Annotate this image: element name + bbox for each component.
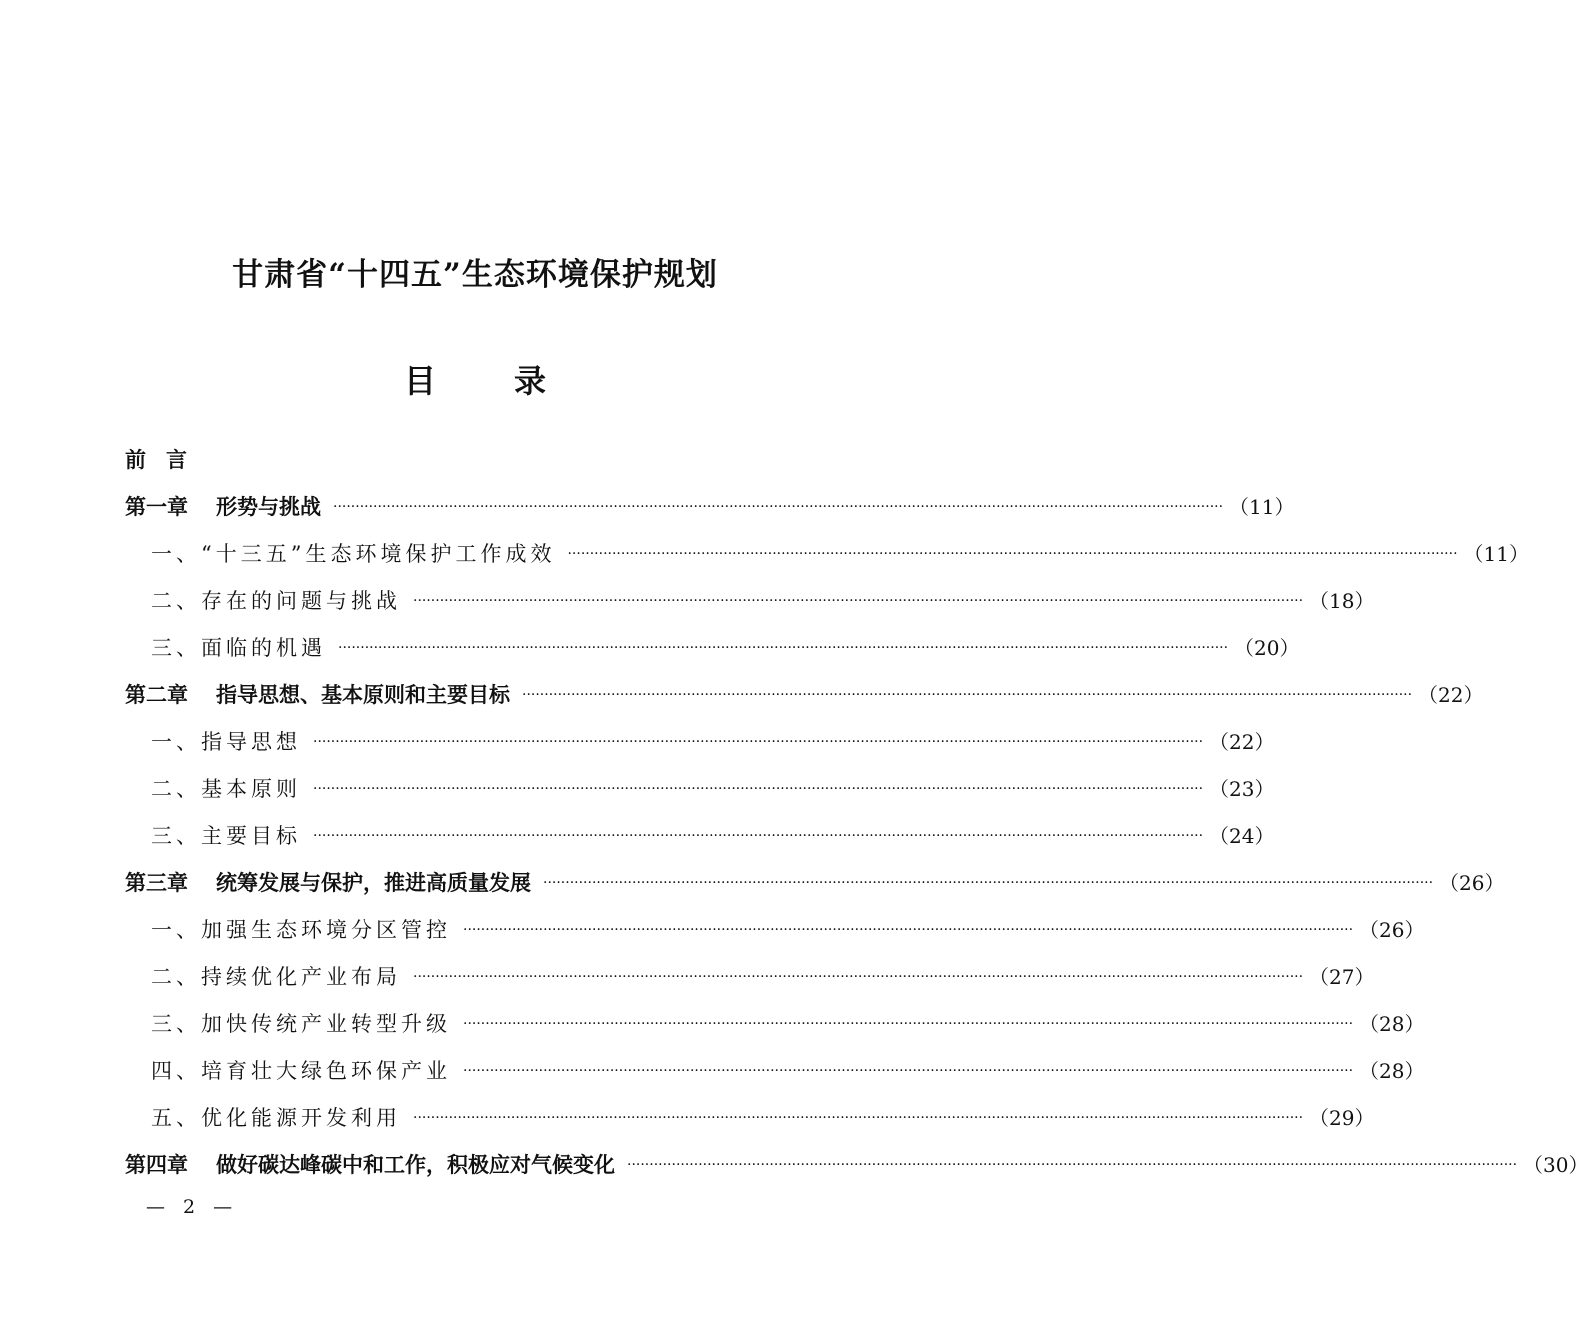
toc-dot-leader: ········································································································································································································ — [338, 640, 1229, 656]
toc-entry-preface[interactable] — [125, 437, 825, 484]
toc-dot-leader: ········································································································································································································ — [413, 593, 1304, 609]
toc-entry-page-number: （28） — [1359, 1012, 1425, 1036]
toc-section-entry[interactable] — [125, 1095, 1375, 1142]
toc-dot-leader: ········································································································································································································ — [627, 1157, 1518, 1173]
toc-entry-label — [151, 954, 401, 1001]
toc-entry-title: 存在的问题与挑战 — [201, 589, 401, 613]
toc-entry-page-number: （27） — [1309, 965, 1375, 989]
toc-dot-leader: ········································································································································································································ — [543, 875, 1434, 891]
toc-section-entry[interactable] — [125, 766, 1275, 813]
toc-entry-page-number: （11） — [1463, 542, 1529, 566]
toc-chapter-entry[interactable] — [125, 1142, 1589, 1189]
toc-entry-title: 持续优化产业布局 — [201, 965, 401, 989]
toc-dot-leader: ········································································································································································································ — [313, 828, 1204, 844]
toc-entry-number: 一、 — [151, 542, 201, 566]
toc-entry-number: 五、 — [151, 1106, 201, 1130]
toc-dot-leader: ········································································································································································································ — [522, 687, 1413, 703]
toc-entry-page-number: （23） — [1209, 777, 1275, 801]
toc-dot-leader: ········································································································································································································ — [463, 1063, 1354, 1079]
toc-entry-page-number: （30） — [1523, 1153, 1589, 1177]
toc-entry-number: 二、 — [151, 777, 201, 801]
toc-dot-leader: ········································································································································································································ — [313, 781, 1204, 797]
toc-dot-leader: ········································································································································································································ — [463, 922, 1354, 938]
toc-entry-label — [151, 1095, 401, 1142]
toc-dot-leader: ········································································································································································································ — [413, 1110, 1304, 1126]
toc-heading: 目录 — [403, 362, 624, 400]
toc-entry-label — [151, 907, 451, 954]
toc-dot-leader: ········································································································································································································ — [567, 546, 1458, 562]
toc-chapter-entry[interactable] — [125, 672, 1484, 719]
toc-entry-number: 三、 — [151, 1012, 201, 1036]
document-title: 甘肃省“十四五”生态环境保护规划 — [232, 257, 718, 293]
toc-entry-number: 第三章 — [125, 871, 188, 895]
toc-section-entry[interactable] — [125, 531, 1529, 578]
toc-section-entry[interactable] — [125, 907, 1425, 954]
toc-entry-label — [125, 1142, 615, 1189]
toc-entry-page-number: （26） — [1359, 918, 1425, 942]
toc-entry-title: 形势与挑战 — [216, 495, 321, 519]
toc-section-entry[interactable] — [125, 578, 1375, 625]
toc-section-entry[interactable] — [125, 1001, 1425, 1048]
toc-entry-number: 二、 — [151, 965, 201, 989]
toc-entry-label — [125, 484, 321, 531]
toc-entry-label — [125, 860, 531, 907]
toc-chapter-entry[interactable] — [125, 860, 1505, 907]
toc-dot-leader: ········································································································································································································ — [313, 734, 1204, 750]
toc-entry-page-number: （28） — [1359, 1059, 1425, 1083]
toc-entry-label — [151, 719, 301, 766]
toc-entry-title: 统筹发展与保护，推进高质量发展 — [216, 871, 531, 895]
toc-entry-number: 第四章 — [125, 1153, 188, 1177]
toc-entry-title: 培育壮大绿色环保产业 — [201, 1059, 451, 1083]
toc-entry-page-number: （18） — [1309, 589, 1375, 613]
toc-entry-label — [151, 766, 301, 813]
toc-dot-leader: ········································································································································································································ — [463, 1016, 1354, 1032]
toc-entry-title: 指导思想、基本原则和主要目标 — [216, 683, 510, 707]
toc-chapter-entry[interactable] — [125, 484, 1295, 531]
toc-entry-number: 三、 — [151, 824, 201, 848]
toc-entry-title: 加强生态环境分区管控 — [201, 918, 451, 942]
toc-entry-page-number: （22） — [1418, 683, 1484, 707]
toc-entry-page-number: （24） — [1209, 824, 1275, 848]
toc-entry-title: 基本原则 — [201, 777, 301, 801]
toc-entry-title: 加快传统产业转型升级 — [201, 1012, 451, 1036]
toc-entry-title: 做好碳达峰碳中和工作，积极应对气候变化 — [216, 1153, 615, 1177]
toc-entry-page-number: （11） — [1229, 495, 1295, 519]
toc-entry-label — [151, 531, 555, 578]
page-number: — 2 — — [146, 1196, 239, 1218]
toc-entry-number: 三、 — [151, 636, 201, 660]
toc-entry-page-number: （20） — [1234, 636, 1300, 660]
toc-entry-label — [125, 672, 510, 719]
table-of-contents — [125, 437, 1589, 1189]
toc-entry-list — [125, 484, 1589, 1189]
toc-dot-leader: ········································································································································································································ — [413, 969, 1304, 985]
toc-entry-number: 第二章 — [125, 683, 188, 707]
toc-entry-title: 主要目标 — [201, 824, 301, 848]
toc-entry-label — [151, 578, 401, 625]
toc-section-entry[interactable] — [125, 1048, 1425, 1095]
toc-entry-title: 面临的机遇 — [201, 636, 326, 660]
toc-entry-label — [151, 625, 326, 672]
toc-dot-leader: ········································································································································································································ — [333, 499, 1224, 515]
preface-label-b: 言 — [166, 448, 187, 472]
toc-section-entry[interactable] — [125, 954, 1375, 1001]
toc-entry-page-number: （29） — [1309, 1106, 1375, 1130]
toc-entry-label — [151, 813, 301, 860]
toc-entry-title: “十三五”生态环境保护工作成效 — [201, 542, 556, 566]
toc-entry-label — [151, 1048, 451, 1095]
toc-entry-page-number: （22） — [1209, 730, 1275, 754]
toc-entry-label — [125, 437, 187, 484]
preface-label-a: 前 — [125, 448, 146, 472]
toc-entry-title: 指导思想 — [201, 730, 301, 754]
toc-entry-title: 优化能源开发利用 — [201, 1106, 401, 1130]
toc-section-entry[interactable] — [125, 719, 1275, 766]
toc-entry-number: 一、 — [151, 730, 201, 754]
toc-entry-label — [151, 1001, 451, 1048]
toc-entry-number: 二、 — [151, 589, 201, 613]
toc-section-entry[interactable] — [125, 813, 1275, 860]
toc-section-entry[interactable] — [125, 625, 1300, 672]
toc-entry-number: 第一章 — [125, 495, 188, 519]
toc-entry-number: 四、 — [151, 1059, 201, 1083]
toc-entry-number: 一、 — [151, 918, 201, 942]
toc-entry-page-number: （26） — [1439, 871, 1505, 895]
